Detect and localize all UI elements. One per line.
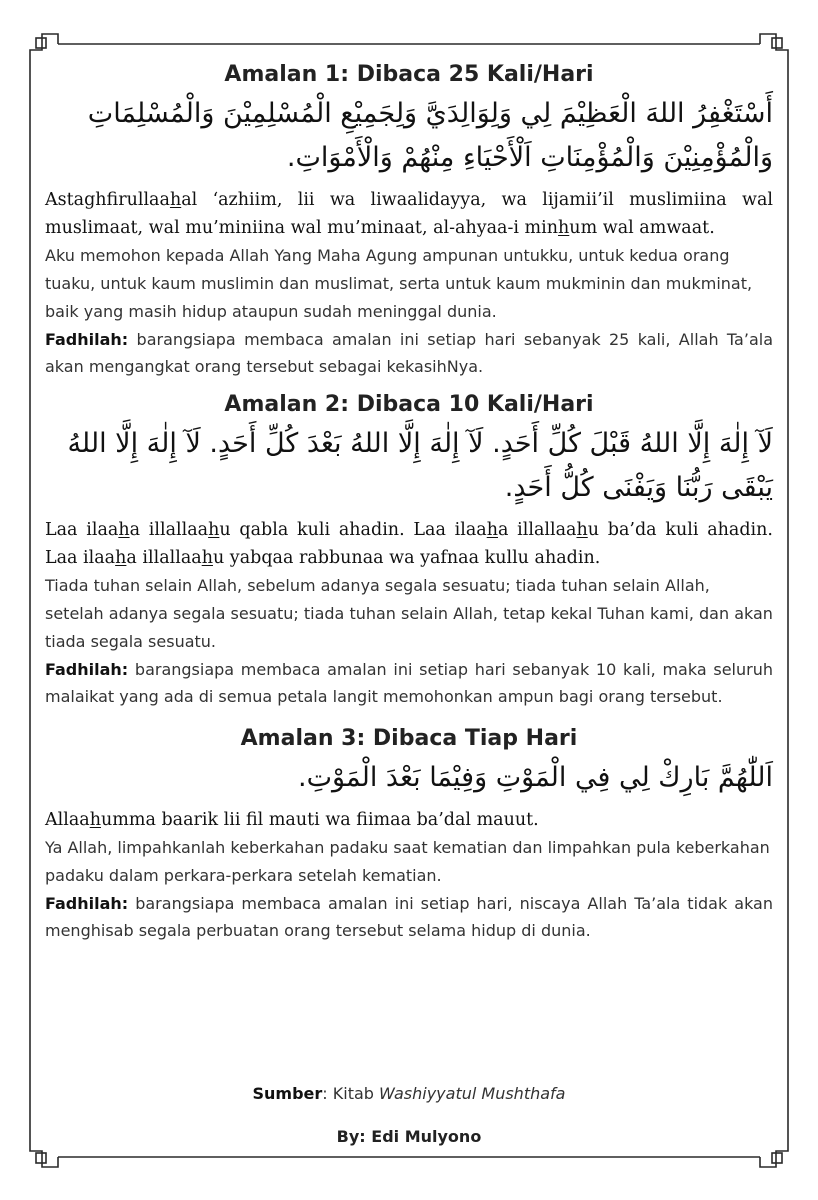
fadhilah-label: Fadhilah: [45, 330, 129, 349]
amalan-2-arabic: لَآ إِلٰهَ إِلَّا اللهُ قَبْلَ كُلِّ أَحَدٍ. لَآ إِلٰهَ إِلَّا اللهُ بَعْدَ كُلِّ أَحَدٍ. لَآ إِلٰهَ إِلَّا اللهُ يَبْقَى رَبُّنَا وَيَفْنَى كُلُّ أَحَدٍ. [67, 428, 773, 503]
amalan-1-section [45, 60, 773, 380]
amalan-3-section [45, 724, 773, 944]
amalan-1-fadhilah [45, 326, 773, 380]
amalan-1-arabic: أَسْتَغْفِرُ اللهَ الْعَظِيْمَ لِي وَلِوَالِدَيَّ وَلِجَمِيْعِ الْمُسْلِمِيْنَ وَالْمُسْلِمَاتِ وَالْمُؤْمِنِيْنَ وَالْمُؤْمِنَاتِ اَلْأَحْيَاءِ مِنْهُمْ وَالْأَمْوَاتِ. [87, 98, 773, 173]
source-book-title: Washiyyatul Mushthafa [379, 1084, 566, 1103]
amalan-3-arabic: اَللّٰهُمَّ بَارِكْ لِي فِي الْمَوْتِ وَفِيْمَا بَعْدَ الْمَوْتِ. [298, 762, 773, 793]
fadhilah-text: barangsiapa membaca amalan ini setiap hari sebanyak 25 kali, Allah Ta’ala akan mengangkat orang tersebut sebagai kekasihNya. [45, 330, 773, 376]
source-credit: Sumber: Kitab Washiyyatul Mushthafa [252, 1084, 566, 1103]
fadhilah-label: Fadhilah: [45, 660, 129, 679]
amalan-2-title: Amalan 2: Dibaca 10 Kali/Hari [224, 392, 594, 417]
amalan-3-fadhilah [45, 890, 773, 944]
amalan-2-fadhilah [45, 656, 773, 710]
amalan-3-transliteration: Allaahumma baarik lii fil mauti wa fiimaa ba’dal mauut. [45, 810, 539, 830]
fadhilah-label: Fadhilah: [45, 894, 129, 913]
author-credit: By: Edi Mulyono [336, 1127, 482, 1146]
amalan-2-section [45, 390, 773, 710]
amalan-2-translation: Tiada tuhan selain Allah, sebelum adanya segala sesuatu; tiada tuhan selain Allah, setelah adanya segala sesuatu; tiada tuhan selain Allah, tetap kekal Tuhan kami, dan akan tiada segala sesuatu. [45, 576, 773, 651]
amalan-2-transliteration: Laa ilaaha illallaahu qabla kuli ahadin. Laa ilaaha illallaahu ba’da kuli ahadin. Laa ilaaha illallaahu yabqaa rabbunaa wa yafnaa kullu ahadin. [45, 520, 773, 568]
document-body [45, 60, 773, 944]
fadhilah-text: barangsiapa membaca amalan ini setiap hari, niscaya Allah Ta’ala tidak akan menghisab segala perbuatan orang tersebut selama hidup di dunia. [45, 894, 774, 940]
amalan-1-transliteration: Astaghfirullaahal ‘azhiim, lii wa liwaalidayya, wa lijamii’il muslimiina wal muslimaat, wal mu’miniina wal mu’minaat, al-ahyaa-i minhum wal amwaat. [45, 190, 773, 238]
amalan-1-title: Amalan 1: Dibaca 25 Kali/Hari [224, 62, 594, 87]
fadhilah-text: barangsiapa membaca amalan ini setiap hari sebanyak 10 kali, maka seluruh malaikat yang ada di semua petala langit memohonkan ampun bagi orang tersebut. [45, 660, 773, 706]
amalan-3-translation: Ya Allah, limpahkanlah keberkahan padaku saat kematian dan limpahkan pula keberkahan padaku dalam perkara-perkara setelah kematian. [45, 838, 770, 885]
source-label: Sumber [252, 1084, 323, 1103]
amalan-1-translation: Aku memohon kepada Allah Yang Maha Agung ampunan untukku, untuk kedua orang tuaku, untuk kaum muslimin dan muslimat, serta untuk kaum mukminin dan mukminat, baik yang masih hidup ataupun sudah meninggal dunia. [45, 246, 753, 321]
amalan-3-title: Amalan 3: Dibaca Tiap Hari [240, 726, 578, 751]
